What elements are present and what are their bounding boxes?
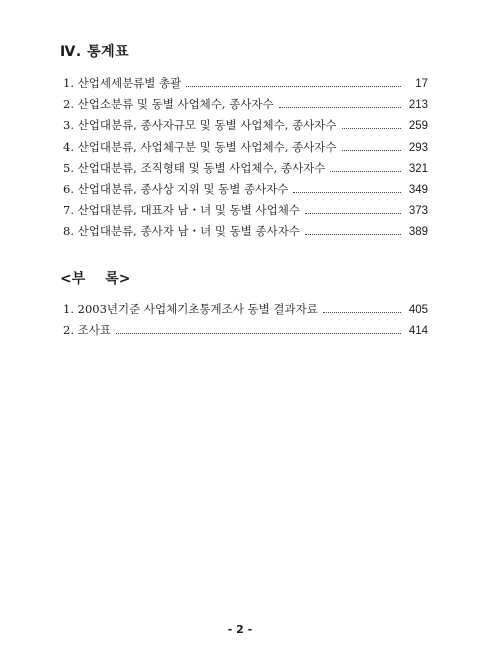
toc-entry[interactable] bbox=[63, 181, 428, 202]
dot-leader bbox=[305, 213, 401, 214]
statistics-toc-list bbox=[63, 75, 428, 245]
toc-entry-page: 349 bbox=[408, 183, 428, 196]
toc-entry-page: 414 bbox=[408, 325, 428, 338]
toc-entry[interactable] bbox=[63, 322, 428, 343]
toc-entry[interactable] bbox=[63, 139, 428, 160]
toc-entry-label: 8. 산업대분류, 종사자 남・녀 및 동별 종사자수 bbox=[63, 224, 300, 239]
dot-leader bbox=[323, 312, 401, 313]
page-number: - 2 - bbox=[227, 623, 253, 636]
dot-leader bbox=[293, 192, 401, 193]
dot-leader bbox=[305, 234, 401, 235]
toc-entry[interactable] bbox=[63, 117, 428, 138]
toc-entry[interactable] bbox=[63, 96, 428, 117]
toc-entry-page: 373 bbox=[408, 205, 428, 218]
appendix-title-open: <부 bbox=[60, 271, 86, 287]
section-title: Ⅳ. 통계표 bbox=[60, 44, 130, 60]
toc-entry-page: 259 bbox=[408, 120, 428, 133]
toc-entry-label: 1. 2003년기준 사업체기초통계조사 동별 결과자료 bbox=[63, 302, 318, 316]
toc-entry-page: 213 bbox=[408, 99, 428, 112]
appendix-title bbox=[60, 268, 131, 288]
toc-entry[interactable] bbox=[63, 223, 428, 244]
toc-entry-label: 2. 조사표 bbox=[63, 323, 111, 338]
toc-entry-page: 321 bbox=[408, 162, 428, 175]
toc-entry-page: 293 bbox=[408, 141, 428, 154]
toc-entry[interactable] bbox=[63, 202, 428, 223]
appendix-toc-list bbox=[63, 301, 428, 343]
toc-entry-label: 1. 산업세세분류별 총괄 bbox=[63, 76, 182, 90]
dot-leader bbox=[342, 150, 401, 151]
dot-leader bbox=[186, 86, 401, 87]
toc-entry-page: 17 bbox=[415, 78, 428, 90]
toc-entry-page: 405 bbox=[408, 304, 428, 316]
toc-entry-label: 5. 산업대분류, 조직형태 및 동별 사업체수, 종사자수 bbox=[63, 160, 326, 175]
toc-entry[interactable] bbox=[63, 160, 428, 181]
toc-entry[interactable] bbox=[63, 75, 428, 96]
toc-entry-label: 4. 산업대분류, 사업체구분 및 동별 사업체수, 종사자수 bbox=[63, 139, 337, 154]
toc-entry[interactable] bbox=[63, 301, 428, 322]
appendix-title-close: 록> bbox=[105, 271, 131, 287]
toc-entry-label: 2. 산업소분류 및 동별 사업체수, 종사자수 bbox=[63, 97, 274, 112]
toc-entry-label: 3. 산업대분류, 종사자규모 및 동별 사업체수, 종사자수 bbox=[63, 118, 337, 133]
dot-leader bbox=[330, 171, 401, 172]
toc-entry-label: 7. 산업대분류, 대표자 남・녀 및 동별 사업체수 bbox=[63, 203, 300, 218]
toc-entry-label: 6. 산업대분류, 종사상 지위 및 동별 종사자수 bbox=[63, 181, 289, 196]
dot-leader bbox=[116, 333, 401, 334]
dot-leader bbox=[279, 107, 401, 108]
toc-entry-page: 389 bbox=[408, 226, 428, 239]
dot-leader bbox=[342, 128, 401, 129]
